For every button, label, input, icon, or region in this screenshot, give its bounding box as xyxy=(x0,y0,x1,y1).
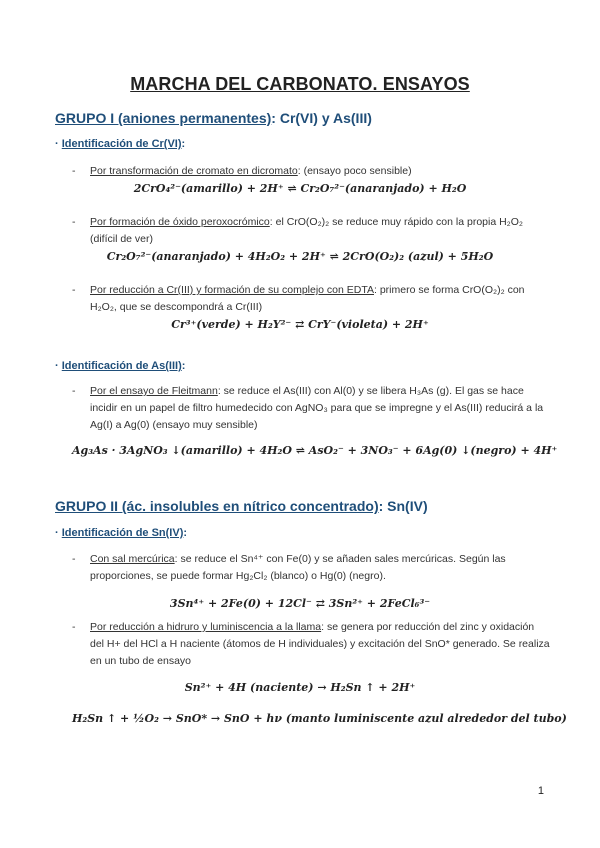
as-equation-1: Ag₃As · 3AgNO₃ ↓(amarillo) + 4H₂O ⇌ AsO₂⁻ + 3NO₃⁻ + 6Ag(0) ↓(negro) + 4H⁺ xyxy=(72,444,558,457)
sn-equation-1: 3Sn⁴⁺ + 2Fe(0) + 12Cl⁻ ⇄ 3Sn²⁺ + 2FeCl₆³⁻ xyxy=(169,597,431,610)
identification-cr-label: Identificación de Cr(VI) xyxy=(61,138,182,150)
cr-test-3-link: Por reducción a Cr(III) y formación de su complejo con EDTA xyxy=(90,284,374,296)
bullet-dot: · xyxy=(55,360,62,372)
sn-test-1 xyxy=(72,551,550,585)
group-2-title xyxy=(55,498,428,514)
dash-marker: - xyxy=(72,621,76,633)
bullet-dot: · xyxy=(55,527,62,539)
identification-sn-heading xyxy=(55,527,187,539)
dash-marker: - xyxy=(72,553,76,565)
sn-equation-3: H₂Sn ↑ + ½O₂ → SnO* → SnO + hν (manto luminiscente azul alrededor del tubo) xyxy=(72,712,567,725)
heading-colon: : xyxy=(181,138,186,150)
cr-test-2 xyxy=(72,214,550,248)
group-1-title-main: GRUPO I (aniones permanentes) xyxy=(55,110,272,126)
cr-test-1-text: : (ensayo poco sensible) xyxy=(297,165,412,177)
sn-test-1-link: Con sal mercúrica xyxy=(90,553,175,565)
dash-marker: - xyxy=(72,284,76,296)
as-test-1-link: Por el ensayo de Fleitmann xyxy=(90,385,218,397)
sn-test-2 xyxy=(72,619,550,670)
sn-test-2-text: : se genera por reducción del zinc y oxidación del H+ del HCl a H naciente (átomos de H individuales) y excitación del SnO* generado. Se realiza en un tubo de ensayo xyxy=(90,621,550,667)
identification-as-heading xyxy=(55,360,185,372)
group-2-title-rest: : Sn(IV) xyxy=(378,498,428,514)
sn-test-1-text: : se reduce el Sn⁴⁺ con Fe(0) y se añaden sales mercúricas. Según las proporciones, se puede formar Hg₂Cl₂ (blanco) o Hg(0) (negro). xyxy=(90,553,506,582)
as-test-1 xyxy=(72,383,550,434)
dash-marker: - xyxy=(72,216,76,228)
cr-test-3 xyxy=(72,282,550,316)
group-2-title-main: GRUPO II (ác. insolubles en nítrico concentrado) xyxy=(55,498,379,514)
identification-cr-heading xyxy=(55,138,185,150)
bullet-dot: · xyxy=(55,138,62,150)
cr-test-1 xyxy=(72,163,550,180)
cr-equation-1: 2CrO₄²⁻(amarillo) + 2H⁺ ⇌ Cr₂O₇²⁻(anaranjado) + H₂O xyxy=(133,182,467,195)
cr-equation-2: Cr₂O₇²⁻(anaranjado) + 4H₂O₂ + 2H⁺ ⇌ 2CrO(O₂)₂ (azul) + 5H₂O xyxy=(106,250,494,263)
dash-marker: - xyxy=(72,165,76,177)
heading-colon: : xyxy=(183,527,188,539)
page-title: MARCHA DEL CARBONATO. ENSAYOS xyxy=(130,74,470,94)
cr-equation-3: Cr³⁺(verde) + H₂Y²⁻ ⇄ CrY⁻(violeta) + 2H⁺ xyxy=(171,318,429,331)
dash-marker: - xyxy=(72,385,76,397)
sn-equation-2: Sn²⁺ + 4H (naciente) → H₂Sn ↑ + 2H⁺ xyxy=(184,681,416,694)
cr-test-3-text: : primero se forma CrO(O₂)₂ con H₂O₂, que se descompondrá a Cr(III) xyxy=(90,284,525,313)
page-number: 1 xyxy=(537,785,544,797)
heading-colon: : xyxy=(181,360,186,372)
group-1-title xyxy=(55,110,372,126)
identification-as-label: Identificación de As(III) xyxy=(61,360,182,372)
cr-test-2-text: : el CrO(O₂)₂ se reduce muy rápido con la propia H₂O₂ (difícil de ver) xyxy=(90,216,523,245)
group-1-title-rest: : Cr(VI) y As(III) xyxy=(271,110,372,126)
identification-sn-label: Identificación de Sn(IV) xyxy=(61,527,184,539)
as-test-1-text: : se reduce el As(III) con Al(0) y se libera H₃As (g). El gas se hace incidir en un papel de filtro humedecido con AgNO₃ para que se impregne y el As(III) reducirá a la Ag(I) a Ag(0) (ensayo muy sensible) xyxy=(90,385,544,431)
cr-test-2-link: Por formación de óxido peroxocrómico xyxy=(90,216,270,228)
cr-test-1-link: Por transformación de cromato en dicromato xyxy=(90,165,298,177)
sn-test-2-link: Por reducción a hidruro y luminiscencia a la llama xyxy=(90,621,322,633)
